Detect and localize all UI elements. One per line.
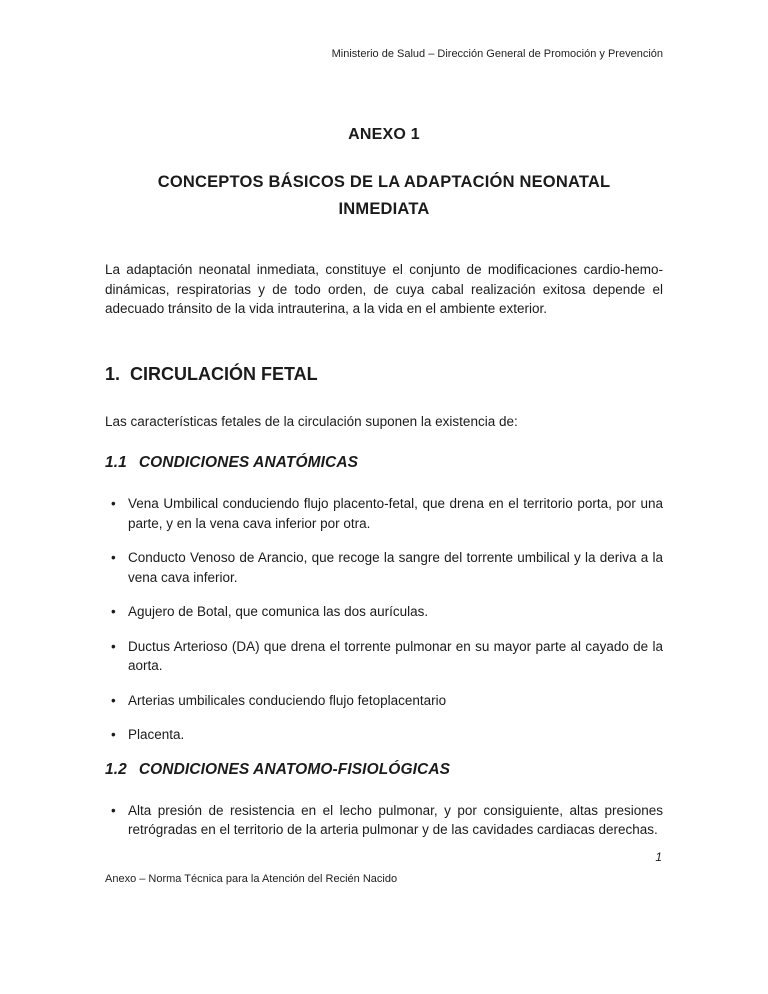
bullet-marker-icon: • bbox=[111, 802, 116, 818]
list-item bbox=[111, 494, 663, 533]
bullet-marker-icon: • bbox=[111, 638, 116, 654]
page-number: 1 bbox=[655, 850, 662, 864]
subsection-1-2-title: CONDICIONES ANATOMO-FISIOLÓGICAS bbox=[138, 760, 451, 778]
list-item bbox=[111, 602, 663, 622]
section-1-lead: Las características fetales de la circulación suponen la existencia de: bbox=[105, 413, 518, 429]
list-item bbox=[111, 691, 663, 711]
list-item-text: Vena Umbilical conduciendo flujo placento-fetal, que drena en el territorio porta, por una parte, y en la vena cava inferior por otra. bbox=[128, 496, 663, 531]
header-text: Ministerio de Salud – Dirección General de Promoción y Prevención bbox=[331, 48, 663, 60]
section-1-number: 1. bbox=[105, 363, 121, 384]
subsection-1-2-number: 1.2 bbox=[105, 760, 127, 778]
section-1-title: CIRCULACIÓN FETAL bbox=[130, 363, 318, 384]
subsection-1-1-heading bbox=[105, 454, 663, 472]
list-item-text: Alta presión de resistencia en el lecho pulmonar, y por consiguiente, altas presiones retrógradas en el territorio de la arteria pulmonar y de las cavidades cardiacas derechas. bbox=[128, 802, 663, 837]
page-header bbox=[105, 0, 663, 60]
subsection-1-2-heading bbox=[105, 761, 663, 779]
bullet-marker-icon: • bbox=[111, 496, 116, 511]
anatomical-conditions-list bbox=[105, 494, 663, 745]
subsection-1-1-title: CONDICIONES ANATÓMICAS bbox=[138, 454, 359, 471]
list-item-text: Placenta. bbox=[128, 727, 185, 742]
bullet-marker-icon: • bbox=[111, 604, 116, 619]
subsection-1-1-number: 1.1 bbox=[105, 454, 127, 471]
list-item bbox=[111, 801, 663, 840]
list-item bbox=[111, 548, 663, 587]
list-item-text: Arterias umbilicales conduciendo flujo fetoplacentario bbox=[128, 692, 447, 708]
list-item-text: Ductus Arterioso (DA) que drena el torrente pulmonar en su mayor parte al cayado de la aorta. bbox=[128, 638, 663, 673]
list-item bbox=[111, 725, 663, 745]
intro-paragraph: La adaptación neonatal inmediata, constituye el conjunto de modificaciones cardio-hemo-dinámicas, respiratorias y de todo orden, de cuya cabal realización exitosa depende el adecuado tránsito de la vida intrauterina, a la vida en el ambiente exterior. bbox=[105, 262, 663, 316]
bullet-marker-icon: • bbox=[111, 550, 116, 565]
anatomo-physiological-conditions-list bbox=[105, 801, 663, 840]
bullet-marker-icon: • bbox=[111, 727, 116, 742]
bullet-marker-icon: • bbox=[111, 692, 116, 708]
list-item bbox=[111, 637, 663, 676]
list-item-text: Agujero de Botal, que comunica las dos aurículas. bbox=[128, 604, 429, 619]
section-1-heading bbox=[105, 364, 663, 385]
annex-title: ANEXO 1 bbox=[348, 126, 420, 143]
list-item-text: Conducto Venoso de Arancio, que recoge la sangre del torrente umbilical y la deriva a la vena cava inferior. bbox=[128, 550, 663, 585]
document-title: CONCEPTOS BÁSICOS DE LA ADAPTACIÓN NEONATAL INMEDIATA bbox=[157, 173, 611, 218]
page-footer: Anexo – Norma Técnica para la Atención del Recién Nacido bbox=[105, 873, 398, 885]
